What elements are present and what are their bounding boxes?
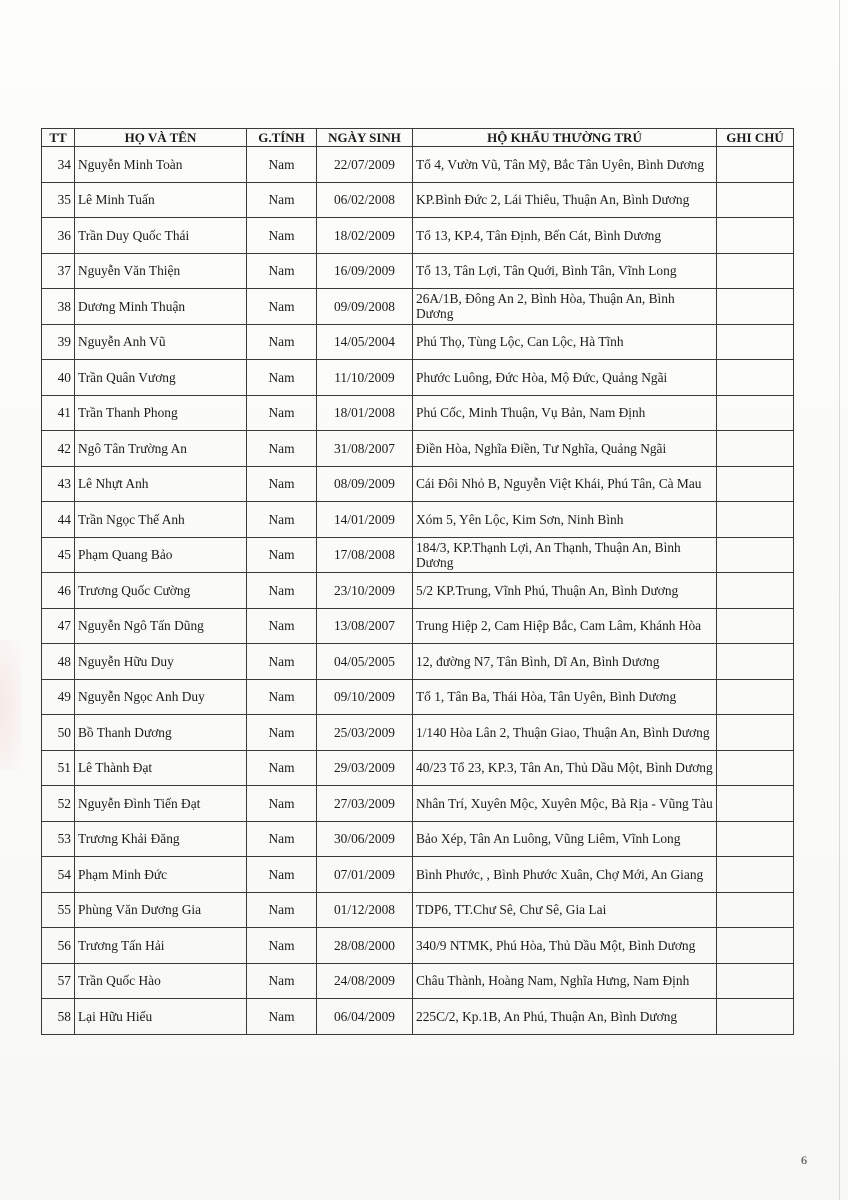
cell-tt: 49 xyxy=(42,679,75,715)
cell-dob: 08/09/2009 xyxy=(317,466,413,502)
cell-tt: 54 xyxy=(42,857,75,893)
cell-note xyxy=(717,360,794,396)
table-row xyxy=(42,786,794,822)
table-row xyxy=(42,502,794,538)
cell-dob: 18/01/2008 xyxy=(317,395,413,431)
cell-name: Nguyễn Minh Toàn xyxy=(75,147,247,183)
cell-gender: Nam xyxy=(247,466,317,502)
cell-tt: 53 xyxy=(42,821,75,857)
cell-name: Trần Duy Quốc Thái xyxy=(75,218,247,254)
cell-address: Châu Thành, Hoàng Nam, Nghĩa Hưng, Nam Định xyxy=(413,963,717,999)
cell-name: Ngô Tân Trường An xyxy=(75,431,247,467)
cell-address: Bình Phước, , Bình Phước Xuân, Chợ Mới, An Giang xyxy=(413,857,717,893)
cell-note xyxy=(717,750,794,786)
header-dob: NGÀY SINH xyxy=(317,129,413,147)
stamp-bleed-mark xyxy=(0,640,22,770)
cell-tt: 38 xyxy=(42,289,75,325)
cell-address: Phú Cốc, Minh Thuận, Vụ Bản, Nam Định xyxy=(413,395,717,431)
header-address: HỘ KHẨU THƯỜNG TRÚ xyxy=(413,129,717,147)
cell-name: Trần Ngọc Thế Anh xyxy=(75,502,247,538)
cell-dob: 24/08/2009 xyxy=(317,963,413,999)
cell-gender: Nam xyxy=(247,431,317,467)
table-row xyxy=(42,289,794,325)
cell-note xyxy=(717,786,794,822)
cell-tt: 44 xyxy=(42,502,75,538)
table-row xyxy=(42,679,794,715)
cell-tt: 37 xyxy=(42,253,75,289)
cell-dob: 04/05/2005 xyxy=(317,644,413,680)
cell-gender: Nam xyxy=(247,644,317,680)
page-edge xyxy=(839,0,840,1200)
cell-gender: Nam xyxy=(247,218,317,254)
cell-note xyxy=(717,324,794,360)
cell-dob: 25/03/2009 xyxy=(317,715,413,751)
header-name: HỌ VÀ TÊN xyxy=(75,129,247,147)
header-tt: TT xyxy=(42,129,75,147)
cell-address: Phước Luông, Đức Hòa, Mộ Đức, Quảng Ngãi xyxy=(413,360,717,396)
cell-gender: Nam xyxy=(247,360,317,396)
cell-gender: Nam xyxy=(247,608,317,644)
cell-tt: 58 xyxy=(42,999,75,1035)
cell-gender: Nam xyxy=(247,786,317,822)
cell-tt: 40 xyxy=(42,360,75,396)
table-row xyxy=(42,928,794,964)
cell-tt: 41 xyxy=(42,395,75,431)
student-roster-table xyxy=(41,128,794,1035)
cell-name: Phạm Minh Đức xyxy=(75,857,247,893)
cell-address: 26A/1B, Đông An 2, Bình Hòa, Thuận An, Bình Dương xyxy=(413,289,717,325)
cell-note xyxy=(717,147,794,183)
cell-note xyxy=(717,679,794,715)
cell-dob: 07/01/2009 xyxy=(317,857,413,893)
cell-tt: 42 xyxy=(42,431,75,467)
table-row xyxy=(42,892,794,928)
cell-name: Bồ Thanh Dương xyxy=(75,715,247,751)
header-row xyxy=(42,129,794,147)
table-row xyxy=(42,324,794,360)
header-note: GHI CHÚ xyxy=(717,129,794,147)
table-row xyxy=(42,999,794,1035)
table-row xyxy=(42,963,794,999)
table-row xyxy=(42,750,794,786)
cell-note xyxy=(717,218,794,254)
cell-dob: 27/03/2009 xyxy=(317,786,413,822)
cell-gender: Nam xyxy=(247,715,317,751)
cell-address: 1/140 Hòa Lân 2, Thuận Giao, Thuận An, Bình Dương xyxy=(413,715,717,751)
cell-tt: 51 xyxy=(42,750,75,786)
cell-gender: Nam xyxy=(247,679,317,715)
cell-tt: 47 xyxy=(42,608,75,644)
table-row xyxy=(42,644,794,680)
cell-name: Nguyễn Ngô Tấn Dũng xyxy=(75,608,247,644)
cell-name: Dương Minh Thuận xyxy=(75,289,247,325)
cell-address: Bảo Xép, Tân An Luông, Vũng Liêm, Vĩnh Long xyxy=(413,821,717,857)
cell-address: Tổ 4, Vườn Vũ, Tân Mỹ, Bắc Tân Uyên, Bình Dương xyxy=(413,147,717,183)
cell-name: Nguyễn Văn Thiện xyxy=(75,253,247,289)
cell-gender: Nam xyxy=(247,928,317,964)
cell-gender: Nam xyxy=(247,963,317,999)
cell-dob: 06/02/2008 xyxy=(317,182,413,218)
cell-name: Lê Thành Đạt xyxy=(75,750,247,786)
cell-address: 12, đường N7, Tân Bình, Dĩ An, Bình Dương xyxy=(413,644,717,680)
cell-tt: 36 xyxy=(42,218,75,254)
cell-dob: 09/09/2008 xyxy=(317,289,413,325)
cell-tt: 55 xyxy=(42,892,75,928)
table-row xyxy=(42,431,794,467)
cell-gender: Nam xyxy=(247,502,317,538)
cell-note xyxy=(717,892,794,928)
cell-name: Lại Hữu Hiếu xyxy=(75,999,247,1035)
cell-gender: Nam xyxy=(247,821,317,857)
cell-dob: 23/10/2009 xyxy=(317,573,413,609)
cell-note xyxy=(717,821,794,857)
table-row xyxy=(42,218,794,254)
cell-note xyxy=(717,431,794,467)
table-row xyxy=(42,537,794,573)
cell-tt: 45 xyxy=(42,537,75,573)
cell-tt: 52 xyxy=(42,786,75,822)
cell-address: KP.Bình Đức 2, Lái Thiêu, Thuận An, Bình Dương xyxy=(413,182,717,218)
cell-gender: Nam xyxy=(247,289,317,325)
cell-dob: 31/08/2007 xyxy=(317,431,413,467)
cell-dob: 14/01/2009 xyxy=(317,502,413,538)
cell-name: Nguyễn Ngọc Anh Duy xyxy=(75,679,247,715)
cell-gender: Nam xyxy=(247,999,317,1035)
cell-dob: 16/09/2009 xyxy=(317,253,413,289)
cell-note xyxy=(717,466,794,502)
cell-dob: 13/08/2007 xyxy=(317,608,413,644)
cell-tt: 39 xyxy=(42,324,75,360)
table-row xyxy=(42,715,794,751)
cell-gender: Nam xyxy=(247,324,317,360)
table-row xyxy=(42,182,794,218)
table-row xyxy=(42,360,794,396)
cell-dob: 29/03/2009 xyxy=(317,750,413,786)
cell-name: Lê Nhựt Anh xyxy=(75,466,247,502)
cell-address: Tổ 13, Tân Lợi, Tân Quới, Bình Tân, Vĩnh Long xyxy=(413,253,717,289)
cell-note xyxy=(717,573,794,609)
cell-address: Trung Hiệp 2, Cam Hiệp Bắc, Cam Lâm, Khánh Hòa xyxy=(413,608,717,644)
cell-note xyxy=(717,928,794,964)
cell-dob: 30/06/2009 xyxy=(317,821,413,857)
cell-address: Tổ 1, Tân Ba, Thái Hòa, Tân Uyên, Bình Dương xyxy=(413,679,717,715)
cell-dob: 09/10/2009 xyxy=(317,679,413,715)
cell-address: 40/23 Tổ 23, KP.3, Tân An, Thủ Dầu Một, Bình Dương xyxy=(413,750,717,786)
cell-name: Lê Minh Tuấn xyxy=(75,182,247,218)
cell-note xyxy=(717,289,794,325)
cell-name: Phùng Văn Dương Gia xyxy=(75,892,247,928)
cell-name: Trần Quốc Hào xyxy=(75,963,247,999)
table-row xyxy=(42,857,794,893)
cell-note xyxy=(717,502,794,538)
cell-dob: 18/02/2009 xyxy=(317,218,413,254)
cell-name: Nguyễn Đình Tiến Đạt xyxy=(75,786,247,822)
cell-address: TDP6, TT.Chư Sê, Chư Sê, Gia Lai xyxy=(413,892,717,928)
cell-name: Trần Thanh Phong xyxy=(75,395,247,431)
cell-gender: Nam xyxy=(247,395,317,431)
cell-address: 5/2 KP.Trung, Vĩnh Phú, Thuận An, Bình Dương xyxy=(413,573,717,609)
cell-address: 225C/2, Kp.1B, An Phú, Thuận An, Bình Dương xyxy=(413,999,717,1035)
cell-tt: 43 xyxy=(42,466,75,502)
cell-tt: 46 xyxy=(42,573,75,609)
cell-note xyxy=(717,963,794,999)
cell-dob: 22/07/2009 xyxy=(317,147,413,183)
cell-dob: 28/08/2000 xyxy=(317,928,413,964)
cell-note xyxy=(717,857,794,893)
table-row xyxy=(42,395,794,431)
cell-gender: Nam xyxy=(247,750,317,786)
cell-name: Trần Quân Vương xyxy=(75,360,247,396)
page-number: 6 xyxy=(801,1153,807,1167)
cell-note xyxy=(717,608,794,644)
cell-dob: 01/12/2008 xyxy=(317,892,413,928)
table-row xyxy=(42,253,794,289)
cell-tt: 50 xyxy=(42,715,75,751)
table-header xyxy=(42,129,794,147)
cell-dob: 06/04/2009 xyxy=(317,999,413,1035)
cell-address: 340/9 NTMK, Phú Hòa, Thủ Dầu Một, Bình Dương xyxy=(413,928,717,964)
cell-name: Phạm Quang Bảo xyxy=(75,537,247,573)
cell-tt: 57 xyxy=(42,963,75,999)
cell-dob: 11/10/2009 xyxy=(317,360,413,396)
cell-note xyxy=(717,715,794,751)
cell-note xyxy=(717,395,794,431)
cell-name: Nguyễn Anh Vũ xyxy=(75,324,247,360)
cell-note xyxy=(717,644,794,680)
cell-name: Trương Khải Đăng xyxy=(75,821,247,857)
cell-gender: Nam xyxy=(247,857,317,893)
cell-note xyxy=(717,537,794,573)
cell-address: Tổ 13, KP.4, Tân Định, Bến Cát, Bình Dương xyxy=(413,218,717,254)
table-row xyxy=(42,573,794,609)
cell-name: Nguyễn Hữu Duy xyxy=(75,644,247,680)
header-gender: G.TÍNH xyxy=(247,129,317,147)
cell-gender: Nam xyxy=(247,147,317,183)
table-row xyxy=(42,147,794,183)
cell-note xyxy=(717,999,794,1035)
cell-gender: Nam xyxy=(247,892,317,928)
cell-tt: 48 xyxy=(42,644,75,680)
cell-tt: 35 xyxy=(42,182,75,218)
cell-address: 184/3, KP.Thạnh Lợi, An Thạnh, Thuận An, Bình Dương xyxy=(413,537,717,573)
cell-gender: Nam xyxy=(247,253,317,289)
cell-address: Nhân Trí, Xuyên Mộc, Xuyên Mộc, Bà Rịa - Vũng Tàu xyxy=(413,786,717,822)
cell-gender: Nam xyxy=(247,537,317,573)
cell-gender: Nam xyxy=(247,182,317,218)
cell-note xyxy=(717,182,794,218)
cell-tt: 34 xyxy=(42,147,75,183)
cell-address: Điền Hòa, Nghĩa Điền, Tư Nghĩa, Quảng Ngãi xyxy=(413,431,717,467)
cell-note xyxy=(717,253,794,289)
cell-dob: 14/05/2004 xyxy=(317,324,413,360)
table-row xyxy=(42,466,794,502)
cell-address: Xóm 5, Yên Lộc, Kim Sơn, Ninh Bình xyxy=(413,502,717,538)
cell-gender: Nam xyxy=(247,573,317,609)
table-body xyxy=(42,147,794,1035)
cell-address: Cái Đôi Nhỏ B, Nguyễn Việt Khái, Phú Tân, Cà Mau xyxy=(413,466,717,502)
cell-address: Phú Thọ, Tùng Lộc, Can Lộc, Hà Tĩnh xyxy=(413,324,717,360)
cell-name: Trương Quốc Cường xyxy=(75,573,247,609)
cell-dob: 17/08/2008 xyxy=(317,537,413,573)
table-row xyxy=(42,608,794,644)
table-row xyxy=(42,821,794,857)
cell-tt: 56 xyxy=(42,928,75,964)
cell-name: Trương Tấn Hải xyxy=(75,928,247,964)
